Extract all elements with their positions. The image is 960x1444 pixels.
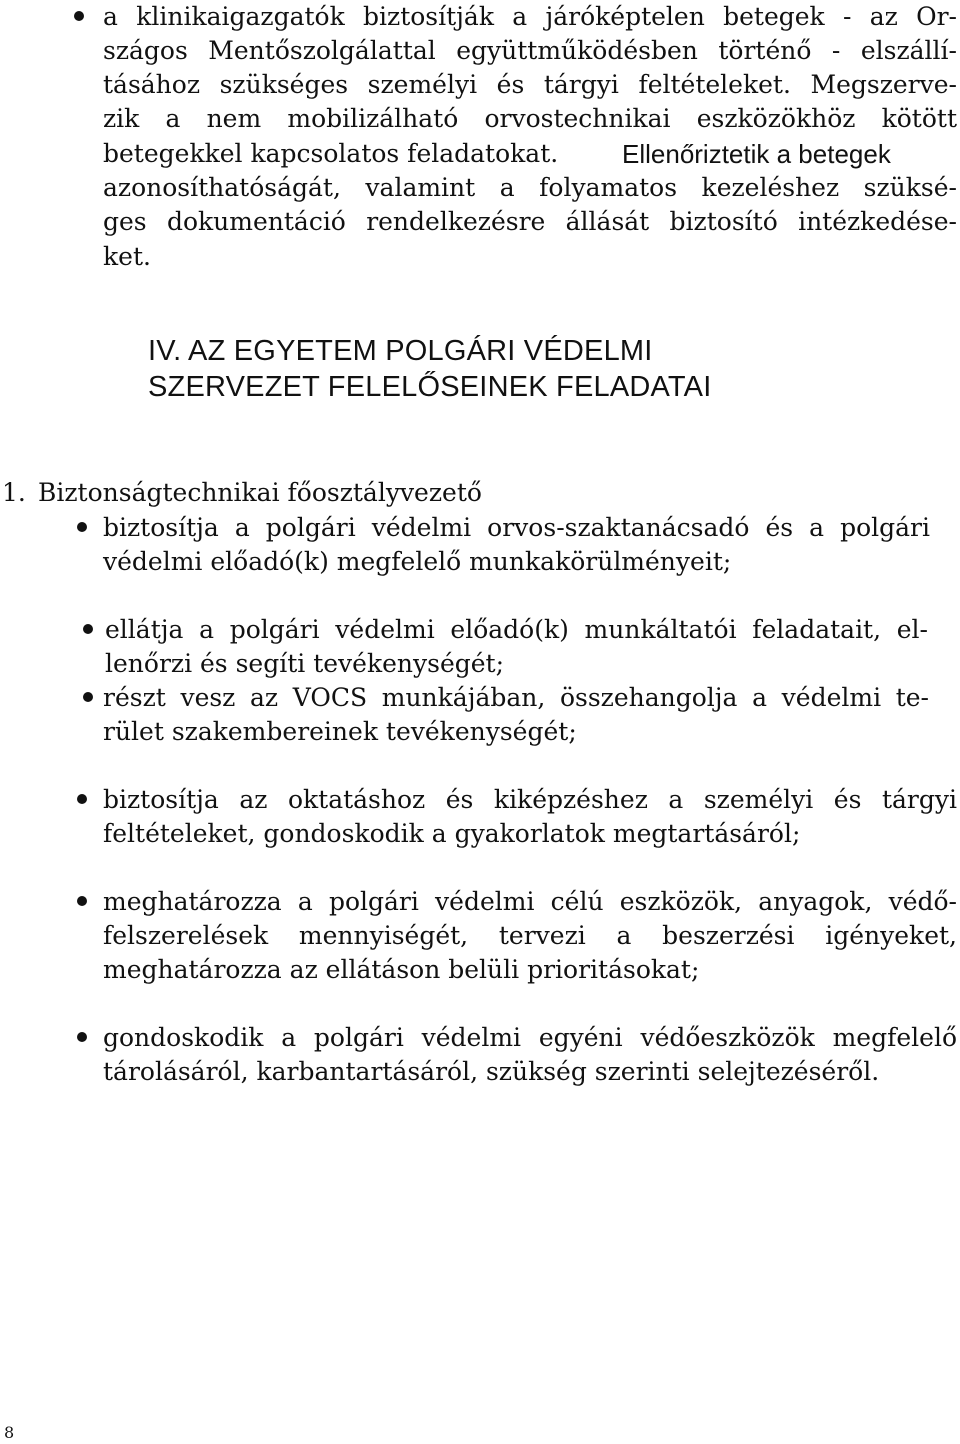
list-item-line: lenőrzi és segíti tevékenységét;	[105, 649, 505, 678]
list-item-line: gondoskodik a polgári védelmi egyéni védőeszközök megfelelő	[103, 1023, 957, 1052]
list-item-line: feltételeket, gondoskodik a gyakorlatok megtartásáról;	[103, 819, 801, 848]
subheading-title: Biztonságtechnikai főosztályvezető	[38, 478, 482, 507]
list-item-line: meghatározza az ellátáson belüli prioritásokat;	[103, 955, 700, 984]
list-item-line: meghatározza a polgári védelmi célú eszközök, anyagok, védő-	[103, 887, 957, 916]
paragraph-line: tásához szükséges személyi és tárgyi feltételeket. Megszerve-	[103, 70, 957, 99]
paragraph-line: azonosíthatóságát, valamint a folyamatos kezeléshez szüksé-	[103, 173, 957, 202]
list-item-line: rület szakembereinek tevékenységét;	[103, 717, 577, 746]
paragraph-line: szágos Mentőszolgálattal együttműködésben történő - elszállí-	[103, 36, 957, 65]
paragraph-line: ket.	[103, 242, 151, 271]
list-item-line: biztosítja a polgári védelmi orvos-szaktanácsadó és a polgári	[103, 513, 930, 542]
section-heading-line2: SZERVEZET FELELŐSEINEK FELADATAI	[148, 371, 712, 403]
paragraph-line: zik a nem mobilizálható orvostechnikai eszközökhöz kötött	[103, 104, 957, 133]
paragraph-line: Ellenőriztetik a betegek	[622, 139, 891, 169]
page-number: 8	[4, 1423, 15, 1442]
list-item-line: tárolásáról, karbantartásáról, szükség szerinti selejtezéséről.	[103, 1057, 880, 1086]
subheading	[0, 476, 960, 510]
list-item-line: biztosítja az oktatáshoz és kiképzéshez a személyi és tárgyi	[103, 785, 957, 814]
section-heading-line1: IV. AZ EGYETEM POLGÁRI VÉDELMI	[148, 335, 653, 367]
list-item-line: ellátja a polgári védelmi előadó(k) munkáltatói feladatait, el-	[105, 615, 928, 644]
subheading-number: 1.	[2, 478, 26, 507]
paragraph-line: a klinikaigazgatók biztosítják a járóképtelen betegek - az Or-	[103, 2, 957, 31]
list-item-line: részt vesz az VOCS munkájában, összehangolja a védelmi te-	[103, 683, 929, 712]
paragraph-line: betegekkel kapcsolatos feladatokat.	[103, 139, 559, 168]
paragraph-line: ges dokumentáció rendelkezésre állását biztosító intézkedése-	[103, 207, 957, 236]
list-item-line: védelmi előadó(k) megfelelő munkakörülményeit;	[103, 547, 732, 576]
list-item-line: felszerelések mennyiségét, tervezi a beszerzési igényeket,	[103, 921, 957, 950]
